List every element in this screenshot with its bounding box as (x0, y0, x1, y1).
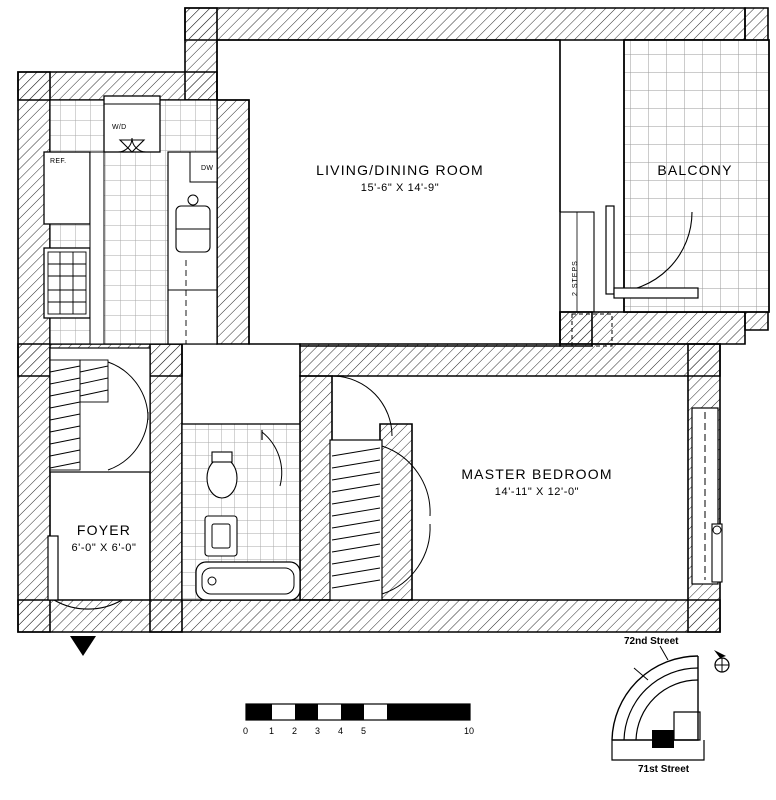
street-label-71st: 71st Street (638, 764, 690, 775)
room-label-foyer: FOYER (76, 522, 132, 538)
scale-tick-10: 10 (464, 726, 475, 736)
balcony-area (560, 40, 769, 346)
appliance-label-washer-dryer: W/D (112, 124, 127, 131)
scale-tick-1: 1 (269, 726, 275, 736)
room-dims-master-bedroom: 14'-11" X 12'-0" (494, 486, 580, 498)
street-label-72nd: 72nd Street (624, 636, 679, 647)
scale-tick-3: 3 (315, 726, 321, 736)
bathroom-area (182, 424, 300, 600)
room-label-living-dining: LIVING/DINING ROOM (316, 162, 484, 178)
room-label-balcony: BALCONY (657, 162, 733, 178)
bedroom-window (692, 408, 722, 584)
scale-tick-5: 5 (361, 726, 367, 736)
appliance-label-dishwasher: DW (201, 165, 214, 172)
bedroom-closet (330, 376, 430, 600)
room-dims-foyer: 6'-0" X 6'-0" (71, 542, 137, 554)
key-map (612, 646, 729, 760)
room-dims-living-dining: 15'-6" X 14'-9" (360, 182, 440, 194)
kitchen-area (44, 96, 217, 344)
room-label-master-bedroom: MASTER BEDROOM (461, 466, 613, 482)
appliance-label-steps: 2 STEPS (572, 260, 579, 296)
scale-bar (246, 704, 470, 720)
appliance-label-refrigerator: REF. (50, 158, 67, 165)
scale-tick-4: 4 (338, 726, 344, 736)
scale-tick-2: 2 (292, 726, 298, 736)
scale-tick-0: 0 (243, 726, 249, 736)
